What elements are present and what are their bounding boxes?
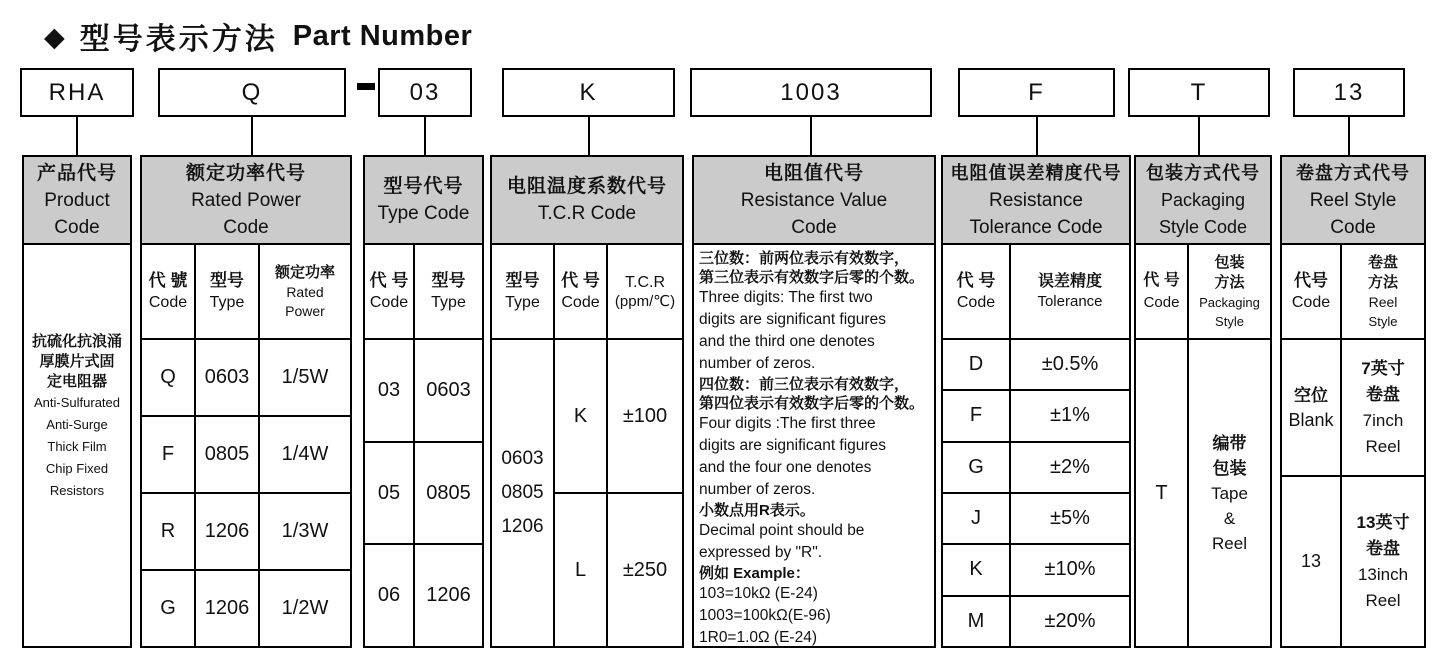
part-number-box-reel: 13 — [1293, 68, 1405, 117]
description-line: digits are significant figures — [699, 311, 886, 328]
style-line: 13inch — [1357, 564, 1409, 584]
reel-subheader — [1282, 245, 1424, 340]
code-cell: G — [943, 443, 1011, 492]
type-cell: 0805 — [196, 417, 260, 492]
subheader-zh: 代 號 — [148, 270, 188, 290]
header-en: Code — [54, 216, 100, 238]
page-title — [44, 14, 472, 58]
table-row — [365, 340, 482, 443]
tcr-type-value: 0805 — [501, 482, 544, 503]
table-row — [943, 443, 1129, 494]
table-row — [142, 340, 350, 417]
header-en: Product — [44, 189, 110, 211]
subheader-en: (ppm/℃) — [614, 292, 676, 310]
description-line: and the four one denotes — [699, 459, 872, 476]
power-cell: 1/4W — [281, 443, 329, 465]
code-cell: D — [943, 340, 1011, 389]
connector-line — [1036, 117, 1038, 155]
part-number-box-packaging: T — [1128, 68, 1270, 117]
table-row — [142, 417, 350, 494]
packaging-style-column — [1134, 155, 1272, 648]
type-cell: 0805 — [426, 481, 471, 504]
description-line: 四位数：前三位表示有效数字， — [699, 376, 910, 393]
subheader-en: Type — [431, 293, 466, 311]
resistance-value-description — [694, 245, 934, 646]
tcr-subheader — [492, 245, 682, 340]
connector-line — [1348, 117, 1350, 155]
header-en: Code — [1330, 216, 1376, 238]
code-zh: 空位 — [1294, 385, 1328, 405]
subheader-zh: 额定功率 — [274, 263, 335, 281]
subheader-type — [196, 245, 260, 338]
product-desc-zh: 厚膜片式固 — [39, 352, 115, 370]
tolerance-cell: ±20% — [1044, 609, 1096, 632]
part-number-box-type: 03 — [378, 68, 472, 117]
table-row — [1282, 340, 1424, 477]
subheader-code — [365, 245, 415, 338]
description-line: 例如 Example： — [699, 565, 810, 582]
rated-power-code-column — [140, 155, 352, 648]
page-title-zh: 型号表示方法 — [79, 23, 278, 56]
style-line: 卷盘 — [1366, 538, 1400, 558]
header-en: Reel Style — [1309, 189, 1397, 211]
header-zh: 产品代号 — [36, 162, 117, 184]
subheader-type — [492, 245, 555, 338]
header-en: Code — [223, 216, 269, 238]
description-line: Three digits: The first two — [699, 289, 873, 306]
tcr-rows — [555, 340, 682, 646]
header-zh: 电阻温度系数代号 — [506, 176, 667, 197]
description-line: Four digits :The first three — [699, 415, 876, 432]
product-desc-en: Anti-Sulfurated — [34, 394, 120, 410]
product-desc-en: Thick Film — [47, 438, 107, 454]
description-line: 103=10kΩ (E-24) — [699, 585, 818, 602]
description-line: number of zeros. — [699, 481, 816, 498]
style-line: 7英寸 — [1361, 358, 1405, 378]
type-cell: 1206 — [426, 584, 471, 607]
product-desc-en: Anti-Surge — [46, 416, 108, 432]
code-cell: Q — [142, 340, 196, 415]
style-line: 7inch — [1362, 410, 1404, 430]
table-row — [1282, 477, 1424, 646]
product-code-column — [22, 155, 132, 648]
connector-line — [1198, 117, 1200, 155]
dash-separator — [357, 83, 375, 90]
subheader-en: Code — [1291, 293, 1331, 311]
type-code-column — [363, 155, 484, 648]
rated-power-header — [142, 157, 350, 245]
type-code-table — [365, 340, 482, 646]
subheader-zh: 型号 — [210, 270, 244, 290]
description-line: 1R0=1.0Ω (E-24) — [699, 629, 817, 646]
subheader-zh: 代 号 — [1143, 271, 1180, 289]
tolerance-cell: ±5% — [1050, 507, 1090, 530]
diamond-bullet-icon: ◆ — [44, 21, 65, 52]
table-row — [943, 391, 1129, 442]
connector-line — [251, 117, 253, 155]
description-line: number of zeros. — [699, 355, 816, 372]
subheader-en: Type — [505, 293, 540, 311]
table-row — [365, 443, 482, 546]
type-cell: 1206 — [196, 494, 260, 569]
product-desc-zh: 定电阻器 — [46, 372, 107, 390]
subheader-en: Type — [209, 293, 245, 311]
code-cell: 06 — [365, 545, 415, 646]
style-line: Tape — [1211, 483, 1248, 503]
style-line: Reel — [1365, 590, 1401, 610]
type-cell: 0603 — [426, 378, 471, 401]
tolerance-cell: ±2% — [1050, 455, 1090, 478]
subheader-en: T.C.R — [625, 273, 665, 291]
header-zh: 型号代号 — [383, 176, 464, 197]
description-line: 1003=100kΩ(E-96) — [699, 607, 831, 624]
code-cell: J — [943, 494, 1011, 543]
description-line: 三位数：前两位表示有效数字， — [699, 250, 910, 267]
table-row — [142, 494, 350, 571]
tolerance-cell: ±1% — [1050, 404, 1090, 427]
subheader-tolerance — [1011, 245, 1129, 338]
tolerance-subheader — [943, 245, 1129, 340]
description-line: 第四位表示有效数字后零的个数。 — [699, 395, 925, 412]
subheader-code — [1136, 245, 1189, 338]
subheader-zh: 方法 — [1367, 273, 1398, 291]
part-number-box-power: Q — [158, 68, 346, 117]
code-cell: M — [943, 597, 1011, 646]
style-line: Reel — [1365, 436, 1401, 456]
tcr-code-header — [492, 157, 682, 245]
code-cell: F — [943, 391, 1011, 440]
subheader-zh: 代 号 — [369, 270, 409, 290]
type-cell: 0603 — [196, 340, 260, 415]
product-desc-en: Chip Fixed — [45, 460, 109, 476]
subheader-en: Code — [1143, 293, 1180, 311]
subheader-en: Style — [1368, 313, 1398, 329]
power-cell: 1/2W — [281, 597, 329, 619]
code-cell: K — [555, 340, 608, 492]
packaging-subheader — [1136, 245, 1270, 340]
code-cell: 03 — [365, 340, 415, 441]
subheader-packaging-style — [1189, 245, 1270, 338]
style-line: 编带 — [1212, 433, 1247, 453]
code-cell: R — [142, 494, 196, 569]
subheader-code — [142, 245, 196, 338]
packaging-style-cell — [1189, 340, 1270, 646]
subheader-zh: 代号 — [1294, 270, 1328, 290]
subheader-zh: 误差精度 — [1037, 273, 1102, 290]
subheader-zh: 型号 — [431, 270, 466, 290]
subheader-zh: 代 号 — [561, 270, 600, 290]
header-zh: 电阻值代号 — [763, 162, 864, 184]
subheader-en: Tolerance — [1037, 293, 1103, 310]
style-line: & — [1223, 508, 1236, 528]
code-cell — [1282, 477, 1342, 646]
table-row — [142, 571, 350, 646]
table-row — [943, 494, 1129, 545]
description-line: 第三位表示有效数字后零的个数。 — [699, 269, 925, 286]
header-zh: 额定功率代号 — [185, 162, 306, 184]
code-cell — [1282, 340, 1342, 475]
header-zh: 电阻值误差精度代号 — [950, 162, 1122, 183]
header-en: Packaging — [1160, 189, 1246, 210]
tcr-type-cell — [492, 340, 555, 646]
style-line: 13英寸 — [1356, 512, 1410, 532]
table-row — [365, 545, 482, 646]
tolerance-table — [943, 340, 1129, 646]
code-cell: F — [142, 417, 196, 492]
tolerance-header — [943, 157, 1129, 245]
type-cell: 1206 — [196, 571, 260, 646]
tcr-type-value: 0603 — [501, 448, 544, 469]
table-row — [943, 545, 1129, 596]
product-desc-en: Resistors — [49, 482, 105, 498]
header-en: Resistance Value — [740, 189, 888, 211]
rated-power-subheader — [142, 245, 350, 340]
header-en: Type Code — [377, 203, 470, 224]
tcr-type-value: 1206 — [501, 516, 544, 537]
packaging-header — [1136, 157, 1270, 245]
resistance-value-column — [692, 155, 936, 648]
table-row — [555, 340, 682, 494]
rated-power-table — [142, 340, 350, 646]
connector-line — [424, 117, 426, 155]
tolerance-code-column — [941, 155, 1131, 648]
subheader-en: Reel — [1368, 293, 1398, 310]
subheader-tcr — [608, 245, 682, 338]
packaging-table — [1136, 340, 1270, 646]
table-row — [943, 340, 1129, 391]
code-cell: G — [142, 571, 196, 646]
description-line: expressed by "R". — [699, 544, 823, 561]
part-number-box-tolerance: F — [958, 68, 1115, 117]
header-en: Rated Power — [191, 189, 301, 211]
reel-style-cell — [1342, 477, 1424, 646]
subheader-en: Packaging — [1199, 294, 1260, 310]
subheader-zh: 包装 — [1214, 253, 1245, 271]
type-code-subheader — [365, 245, 482, 340]
tolerance-cell: ±10% — [1044, 558, 1096, 581]
power-cell: 1/5W — [281, 366, 329, 388]
description-line: 小数点用R表示。 — [699, 502, 815, 519]
code-en: Blank — [1288, 409, 1334, 430]
reel-header — [1282, 157, 1424, 245]
subheader-rated-power — [260, 245, 350, 338]
tcr-table — [492, 340, 682, 646]
reel-style-cell — [1342, 340, 1424, 475]
subheader-en: Rated — [286, 283, 324, 300]
subheader-en: Style — [1215, 313, 1244, 329]
subheader-en: Code — [561, 293, 600, 311]
subheader-code — [555, 245, 608, 338]
style-line: 包装 — [1212, 458, 1247, 478]
code-cell: T — [1136, 340, 1189, 646]
description-line: digits are significant figures — [699, 437, 886, 454]
product-code-header — [24, 157, 130, 245]
tcr-code-column — [490, 155, 684, 648]
description-line: Decimal point should be — [699, 522, 865, 539]
power-cell: 1/3W — [281, 520, 329, 542]
code-cell: L — [555, 494, 608, 646]
connector-line — [810, 117, 812, 155]
code-value: 13 — [1300, 551, 1322, 571]
part-number-box-value: 1003 — [690, 68, 932, 117]
subheader-type — [415, 245, 482, 338]
resistance-value-header — [694, 157, 934, 245]
product-description — [24, 245, 130, 646]
code-cell: 05 — [365, 443, 415, 544]
header-en: T.C.R Code — [537, 203, 637, 224]
subheader-en: Code — [369, 293, 409, 311]
subheader-zh: 方法 — [1214, 273, 1245, 291]
subheader-zh: 型号 — [505, 270, 540, 290]
header-zh: 卷盘方式代号 — [1296, 162, 1410, 183]
table-row — [943, 597, 1129, 646]
subheader-zh: 卷盘 — [1367, 253, 1398, 271]
header-en: Resistance — [989, 189, 1083, 211]
tolerance-cell: ±0.5% — [1041, 353, 1099, 376]
part-number-box-tcr: K — [502, 68, 675, 117]
header-zh: 包装方式代号 — [1146, 162, 1260, 183]
connector-line — [588, 117, 590, 155]
style-line: 卷盘 — [1366, 384, 1400, 404]
subheader-en: Code — [148, 293, 188, 311]
subheader-en: Code — [956, 293, 996, 311]
reel-style-column — [1280, 155, 1426, 648]
table-row — [555, 494, 682, 646]
page-title-en: Part Number — [292, 19, 473, 52]
style-line: Reel — [1212, 533, 1247, 553]
subheader-zh: 代 号 — [956, 270, 996, 290]
header-en: Tolerance Code — [969, 216, 1103, 238]
subheader-code — [1282, 245, 1342, 338]
tcr-value-cell: ±250 — [622, 558, 668, 581]
description-line: and the third one denotes — [699, 333, 875, 350]
header-en: Style Code — [1158, 216, 1248, 237]
subheader-code — [943, 245, 1011, 338]
header-en: Code — [791, 216, 837, 238]
subheader-en: Power — [285, 302, 325, 319]
tcr-value-cell: ±100 — [622, 404, 668, 427]
type-code-header — [365, 157, 482, 245]
product-desc-zh: 抗硫化抗浪涌 — [31, 332, 122, 350]
part-number-box-product: RHA — [20, 68, 134, 117]
subheader-reel-style — [1342, 245, 1424, 338]
code-cell: K — [943, 545, 1011, 594]
connector-line — [76, 117, 78, 155]
